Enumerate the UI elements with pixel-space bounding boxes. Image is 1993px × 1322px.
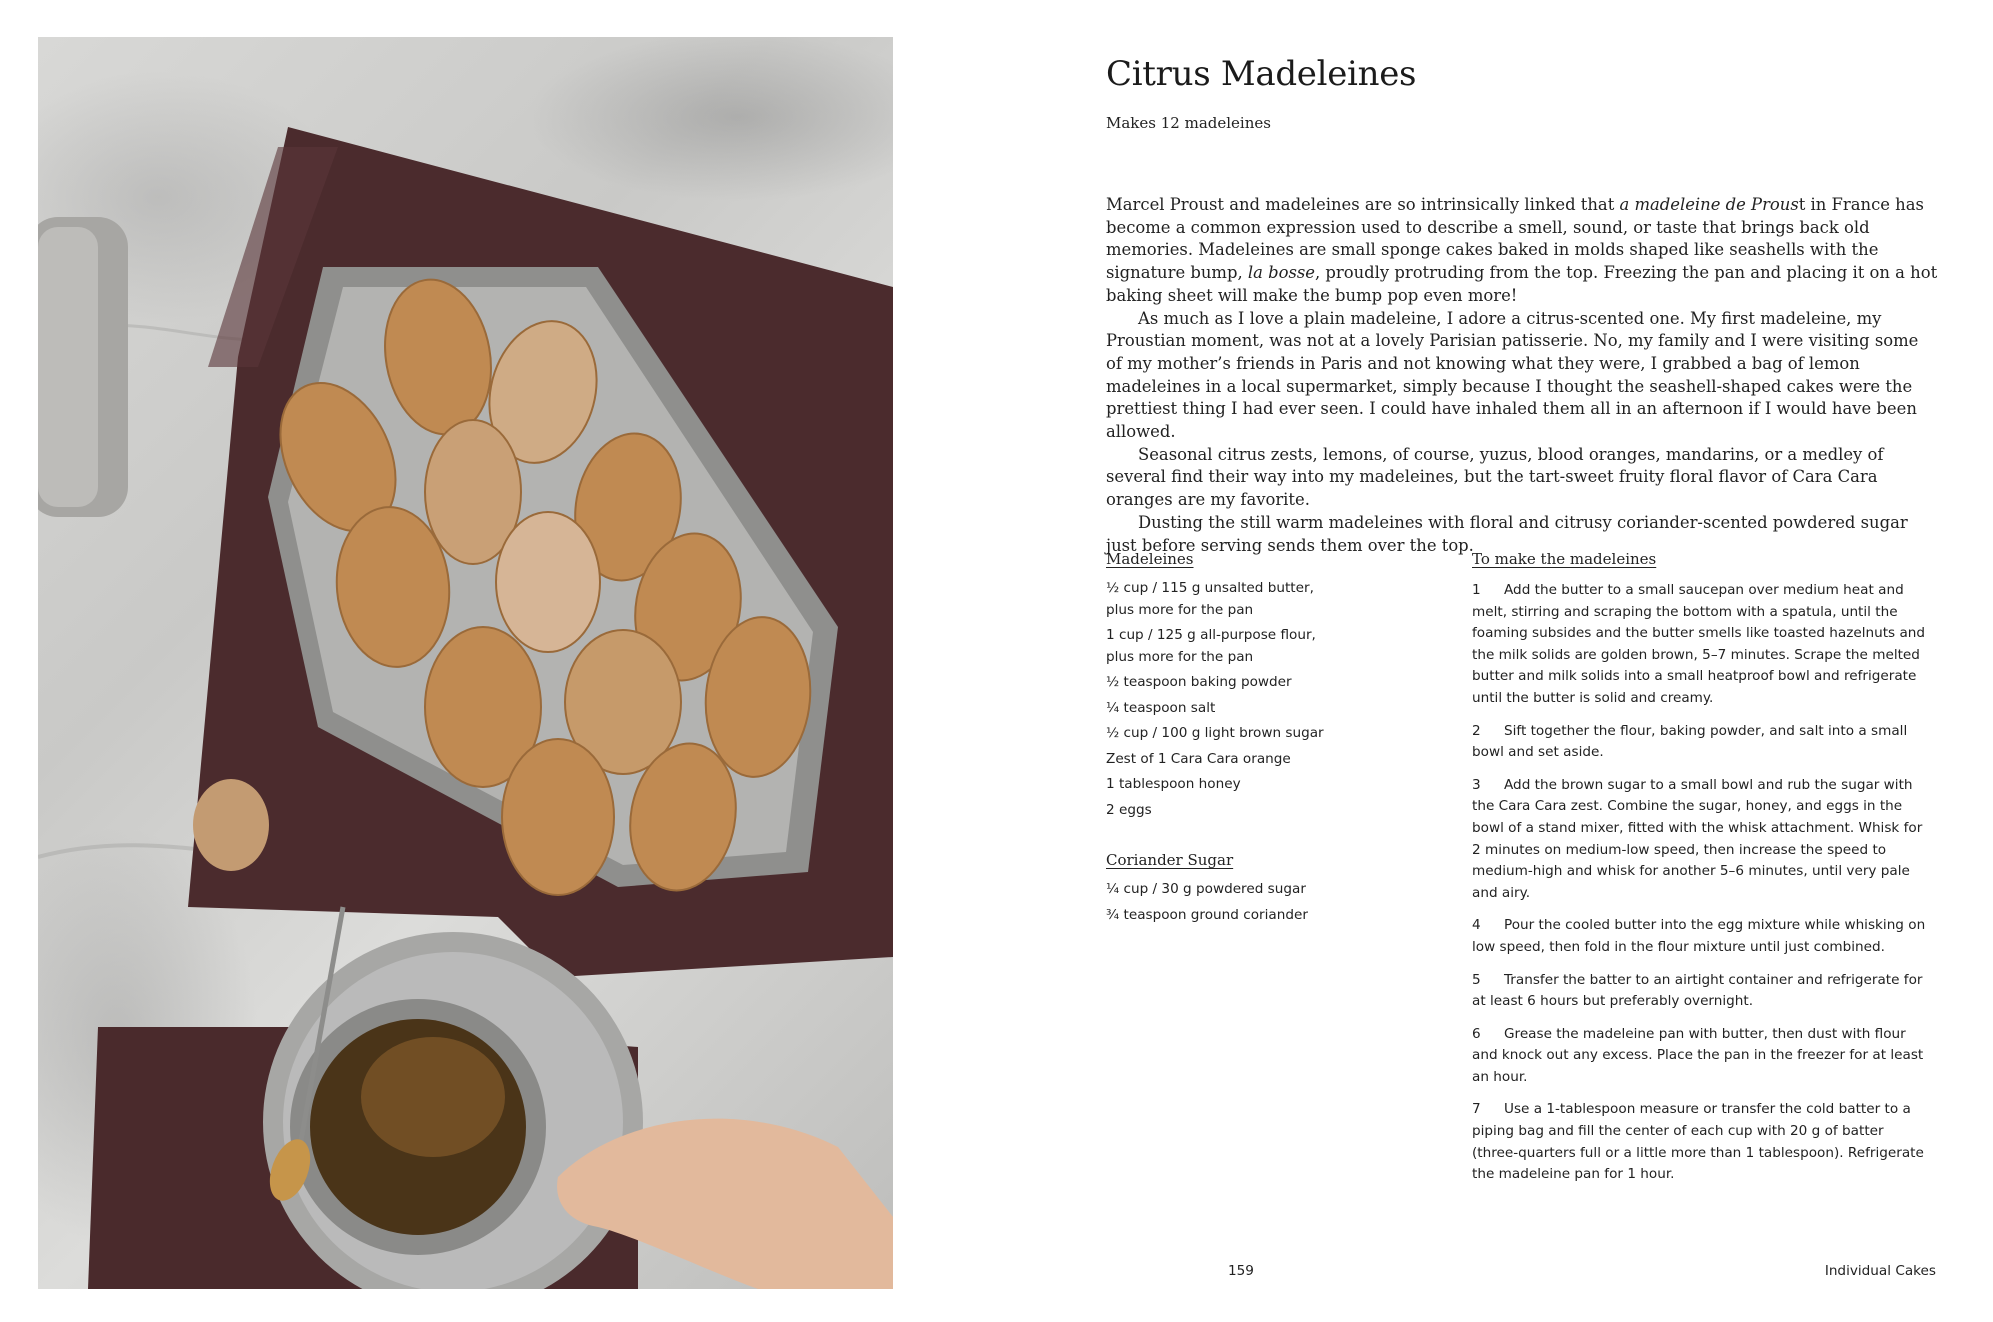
- running-footer-section: Individual Cakes: [1824, 1263, 1936, 1279]
- method-step: [1472, 580, 1934, 710]
- step-text: Use a 1-tablespoon measure or transfer the cold batter to a piping bag and fill the center of each cup with 20 g of batter (three-quarters full or a little more than 1 tablespoon). Refrigerate the madeleine pan for 1 hour.: [1472, 1101, 1924, 1183]
- recipe-yield: Makes 12 madeleines: [1106, 114, 1271, 132]
- ingredient-line: ½ cup / 100 g light brown sugar: [1106, 725, 1324, 741]
- coriander-ingredients: [1106, 879, 1406, 926]
- ingredient-line: ¼ cup / 30 g powdered sugar: [1106, 881, 1306, 897]
- method-steps: [1472, 580, 1934, 1186]
- step-text: Grease the madeleine pan with butter, then dust with flour and knock out any excess. Place the pan in the freezer for at least an hour.: [1472, 1025, 1924, 1085]
- step-number: 5: [1472, 971, 1481, 988]
- step-number: 7: [1472, 1101, 1481, 1118]
- method-step: [1472, 1099, 1934, 1185]
- ingredient-line: 1 tablespoon honey: [1106, 776, 1241, 792]
- method-column: [1472, 550, 1934, 1197]
- step-number: 4: [1472, 917, 1481, 934]
- step-text: Sift together the flour, baking powder, and salt into a small bowl and set aside.: [1472, 722, 1908, 761]
- coriander-heading: Coriander Sugar: [1106, 851, 1234, 869]
- method-step: [1472, 721, 1934, 764]
- ingredient-line: ¾ teaspoon ground coriander: [1106, 906, 1308, 923]
- ingredient-line: ¼ teaspoon salt: [1106, 699, 1216, 716]
- step-number: 1: [1472, 582, 1481, 598]
- method-step: [1472, 970, 1934, 1013]
- recipe-title: Citrus Madeleines: [1106, 54, 1417, 94]
- method-heading: To make the madeleines: [1472, 550, 1657, 568]
- madeleines-photo: [38, 37, 893, 1289]
- ingredient-line: ½ teaspoon baking powder: [1106, 674, 1292, 690]
- madeleines-heading: Madeleines: [1106, 550, 1194, 568]
- method-step: [1472, 775, 1934, 905]
- recipe-intro: [1106, 194, 1938, 557]
- photo-illustration: [38, 37, 893, 1289]
- intro-paragraph: Dusting the still warm madeleines with floral and citrusy coriander-scented powdered sugar just before serving sends them over the top.: [1106, 512, 1908, 555]
- ingredient-line: ½ cup / 115 g unsalted butter, plus more for the pan: [1106, 580, 1314, 618]
- intro-paragraph: As much as I love a plain madeleine, I adore a citrus-scented one. My first madeleine, my Proustian moment, was not at a lovely Parisian patisserie. No, my family and I were visiting some of my mother’s friends in Paris and not knowing what they were, I grabbed a bag of lemon madeleines in a local supermarket, simply because I thought the seashell-shaped cakes were the prettiest thing I had ever seen. I could have inhaled them all in an afternoon if I would have been allowed.: [1106, 308, 1919, 442]
- ingredient-line: 2 eggs: [1106, 801, 1152, 818]
- ingredient-line: Zest of 1 Cara Cara orange: [1106, 750, 1291, 767]
- step-number: 3: [1472, 776, 1481, 793]
- step-number: 2: [1472, 722, 1481, 739]
- intro-paragraph: Seasonal citrus zests, lemons, of course, yuzus, blood oranges, mandarins, or a medley of several find their way into my madeleines, but the tart-sweet fruity floral flavor of Cara Cara oranges are my favorite.: [1106, 444, 1884, 510]
- method-step: [1472, 1024, 1934, 1089]
- method-step: [1472, 915, 1934, 958]
- step-text: Pour the cooled butter into the egg mixture while whisking on low speed, then fold in the flour mixture until just combined.: [1472, 917, 1926, 955]
- ingredients-column: [1106, 550, 1406, 930]
- coriander-sugar-section: [1106, 851, 1406, 926]
- step-text: Add the butter to a small saucepan over medium heat and melt, stirring and scraping the bottom with a spatula, until the foaming subsides and the butter smells like toasted hazelnuts and the milk solids are golden brown, 5–7 minutes. Scrape the melted butter and milk solids into a small heatproof bowl and refrigerate until the butter is solid and creamy.: [1472, 582, 1926, 706]
- intro-paragraph: Marcel Proust and madeleines are so intrinsically linked that a madeleine de Proust in France has become a common expression used to describe a smell, sound, or taste that brings back old memories. Madeleines are small sponge cakes baked in molds shaped like seashells with the signature bump, la bosse, proudly protruding from the top. Freezing the pan and placing it on a hot baking sheet will make the bump pop even more!: [1106, 195, 1938, 305]
- step-text: Add the brown sugar to a small bowl and rub the sugar with the Cara Cara zest. Combine the sugar, honey, and eggs in the bowl of a stand mixer, fitted with the whisk attachment. Whisk for 2 minutes on medium-low speed, then increase the speed to medium-high and whisk for another 5–6 minutes, until very pale and airy.: [1472, 776, 1923, 901]
- page-number: 159: [1228, 1263, 1254, 1279]
- ingredient-line: 1 cup / 125 g all-purpose flour, plus more for the pan: [1106, 627, 1316, 665]
- broken-madeleine: [193, 779, 269, 871]
- madeleines-ingredients: [1106, 578, 1406, 821]
- step-number: 6: [1472, 1025, 1481, 1042]
- step-text: Transfer the batter to an airtight container and refrigerate for at least 6 hours but preferably overnight.: [1472, 971, 1923, 1010]
